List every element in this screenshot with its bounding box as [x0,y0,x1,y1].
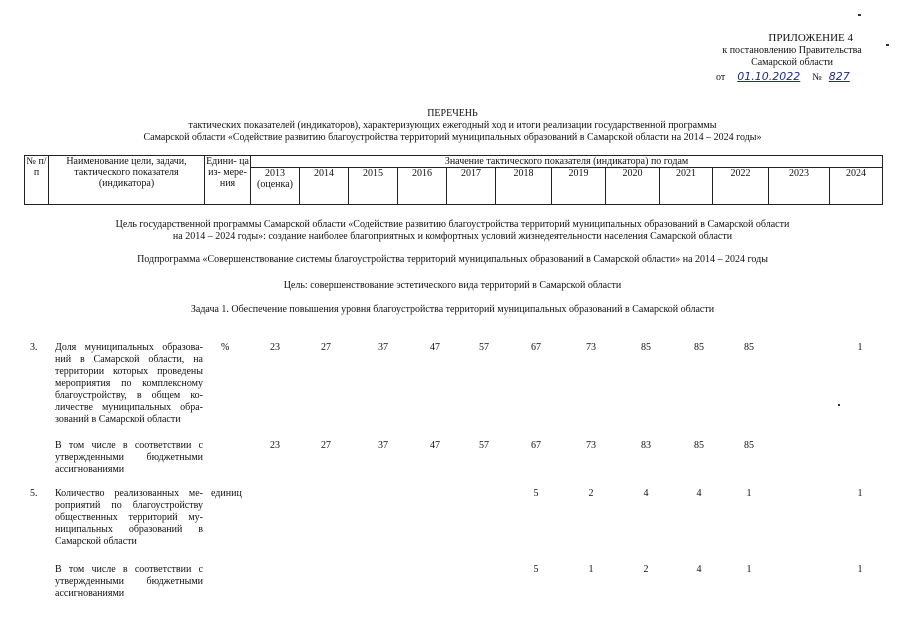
header-year: 2023 [769,168,830,205]
value-2013: 23 [270,440,280,451]
subprogram-goal: Цель: совершенствование эстетического вида территорий в Самарской области [283,280,622,291]
value-2018: 5 [533,564,539,575]
row-number: 5. [30,488,38,499]
value-2024: 1 [857,342,863,353]
indicator-name-line: мероприятия по комплексному [55,378,203,389]
header-year: 2022 [713,168,769,205]
appendix-num-label: № [812,72,822,83]
appendix-title: ПРИЛОЖЕНИЕ 4 [768,32,853,44]
value-2021: 4 [696,564,702,575]
indicator-name-line: утвержденными бюджетными [55,576,203,587]
header-name: Наименование цели, задачи, тактического показателя (индикатора) [49,156,205,205]
header-values-title: Значение тактического показателя (индикатора) по годам [251,156,883,168]
value-2018: 67 [531,342,541,353]
appendix-from-label: от [716,72,726,83]
indicator-name-line: зований в Самарской области [55,414,181,425]
row-number: 3. [30,342,38,353]
value-2021: 85 [694,440,704,451]
indicator-name-line: ниципальных образований в [55,524,203,535]
indicator-unit: % [221,342,230,353]
header-year: 2013 (оценка) [251,168,300,205]
value-2014: 27 [321,440,331,451]
indicator-name-line: утвержденными бюджетными [55,452,203,463]
indicator-name-line: В том числе в соответствии с [55,440,203,451]
value-2022: 1 [746,564,752,575]
appendix-line2: Самарской области [751,57,833,68]
value-2019: 73 [586,440,596,451]
value-2022: 1 [746,488,752,499]
indicator-name-line: Количество реализованных ме- [55,488,203,499]
value-2021: 4 [696,488,702,499]
indicator-name-line: В том числе в соответствии с [55,564,203,575]
task-title: Задача 1. Обеспечение повышения уровня благоустройства территорий муниципальных образований в Самарской области [190,304,715,315]
value-2016: 47 [430,342,440,353]
value-2013: 23 [270,342,280,353]
value-2019: 2 [588,488,594,499]
indicator-name-line: Самарской области [55,536,137,547]
appendix-line1: к постановлению Правительства [722,45,862,56]
indicator-subrow-name [55,440,203,476]
header-year: 2017 [447,168,496,205]
header-num: № п/п [25,156,49,205]
appendix-number: 827 [828,70,850,83]
header-year: 2020 [606,168,660,205]
value-2016: 47 [430,440,440,451]
header-year: 2018 [496,168,552,205]
indicator-table-header [24,155,883,205]
subprogram-title: Подпрограмма «Совершенствование системы благоустройства территорий муниципальных образований в Самарской области» на 2014 – 2024 годы [137,254,768,265]
indicator-name-line: территории которых проведены [55,366,203,377]
value-2019: 1 [588,564,594,575]
value-2017: 57 [479,342,489,353]
header-year: 2015 [349,168,398,205]
value-2020: 4 [643,488,649,499]
header-year: 2014 [300,168,349,205]
document-subtitle-line1: тактических показателей (индикаторов), характеризующих ежегодный ход и итоги реализации государственной программы [188,120,717,131]
indicator-name-line: благоустройству, в общем ко- [55,390,203,401]
document-title: ПЕРЕЧЕНЬ [427,108,478,119]
value-2018: 5 [533,488,539,499]
header-year: 2021 [660,168,713,205]
value-2019: 73 [586,342,596,353]
indicator-name-line: общественных территорий му- [55,512,203,523]
header-unit: Едини- ца из- мере- ния [205,156,251,205]
value-2020: 2 [643,564,649,575]
value-2020: 83 [641,440,651,451]
indicator-name [55,488,203,548]
value-2022: 85 [744,440,754,451]
indicator-name-line: личестве муниципальных обра- [55,402,203,413]
indicator-name-line: ассигнованиями [55,588,125,599]
scan-speck [858,14,861,16]
indicator-unit: единиц [211,488,242,499]
value-2021: 85 [694,342,704,353]
scan-speck [838,404,840,406]
program-goal-line2: на 2014 – 2024 годы»: создание наиболее благоприятных и комфортных условий жизнедеятельности населения Самарской области [172,231,733,242]
header-year: 2024 [830,168,883,205]
indicator-name-line: роприятий по благоустройству [55,500,203,511]
indicator-subrow-name [55,564,203,600]
program-goal-line1: Цель государственной программы Самарской области «Содействие развитию благоустройства территорий муниципальных образований в Самарской области [115,219,790,230]
indicator-name [55,342,203,426]
indicator-name-line: Доля муниципальных образова- [55,342,203,353]
indicator-name-line: ний в Самарской области, на [55,354,203,365]
appendix-date-line [716,70,870,83]
value-2018: 67 [531,440,541,451]
value-2022: 85 [744,342,754,353]
value-2014: 27 [321,342,331,353]
indicator-name-line: ассигнованиями [55,464,125,475]
value-2017: 57 [479,440,489,451]
scan-speck [886,44,889,46]
header-year: 2016 [398,168,447,205]
document-subtitle-line2: Самарской области «Содействие развитию благоустройства территорий муниципальных образований в Самарской области на 2014 – 2024 годы» [143,132,762,143]
value-2020: 85 [641,342,651,353]
value-2024: 1 [857,564,863,575]
value-2015: 37 [378,342,388,353]
value-2015: 37 [378,440,388,451]
appendix-date: 01.10.2022 [737,70,801,83]
header-year: 2019 [552,168,606,205]
value-2024: 1 [857,488,863,499]
